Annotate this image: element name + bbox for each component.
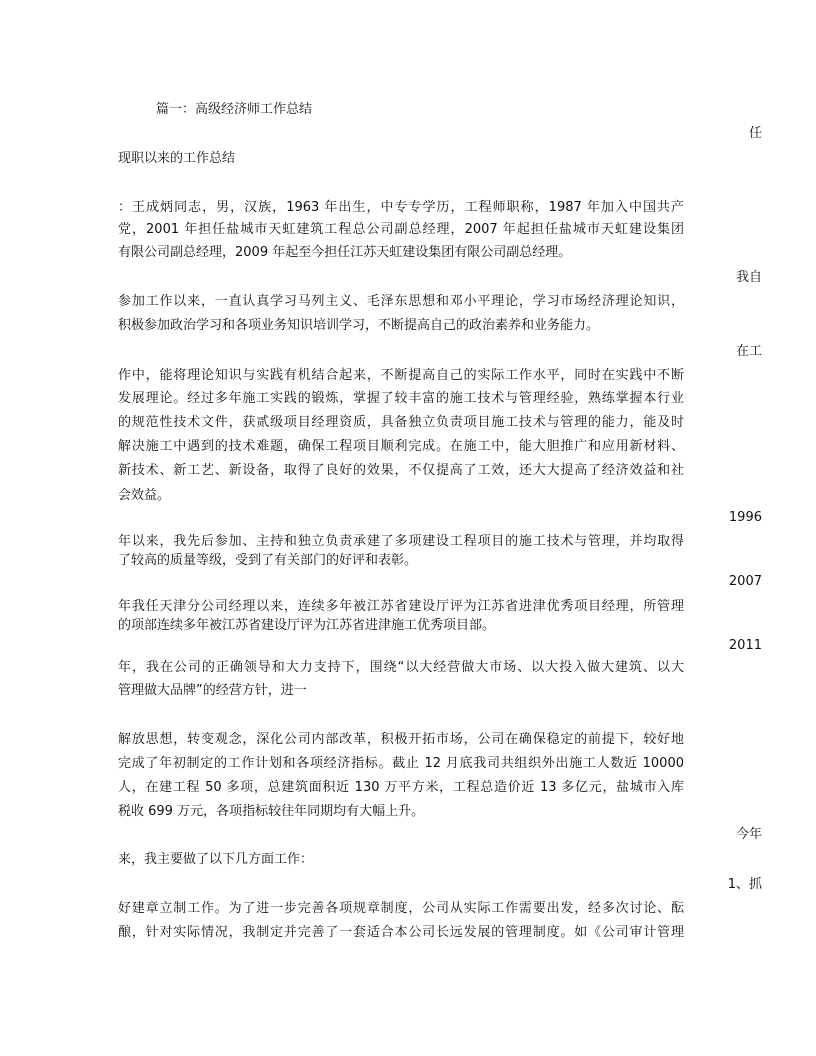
- text-line: 有限公司副总经理，2009 年起至今担任江苏天虹建设集团有限公司副总经理。: [118, 245, 572, 260]
- text-line: 年我任天津分公司经理以来，连续多年被江苏省建设厅评为江苏省进津优秀项目经理，所管理: [118, 599, 684, 614]
- text-line: 1、抓: [727, 877, 762, 892]
- text-line: 党，2001 年担任盐城市天虹建筑工程总公司副总经理，2007 年起担任盐城市天虹建设集团: [118, 222, 684, 237]
- document-title: 篇一：高级经济师工作总结: [156, 102, 313, 117]
- text-line: 年以来，我先后参加、主持和独立负责承建了多项建设工程项目的施工技术与管理，并均取得: [118, 534, 684, 549]
- text-line: 的规范性技术文件，获贰级项目经理资质，具备独立负责项目施工技术与管理的能力，能及时: [118, 415, 684, 430]
- text-line: 在工: [735, 344, 762, 359]
- text-line: 作中，能将理论知识与实践有机结合起来，不断提高自己的实际工作水平，同时在实践中不断: [118, 368, 684, 383]
- text-line: 今年: [735, 827, 762, 842]
- text-line: 发展理论。经过多年施工实践的锻炼，掌握了较丰富的施工技术与管理经验，熟练掌握本行业: [118, 391, 684, 406]
- text-line: 好建章立制工作。为了进一步完善各项规章制度，公司从实际工作需要出发，经多次讨论、酝: [118, 901, 684, 916]
- text-line: 2011: [728, 638, 762, 653]
- text-line: 会效益。: [118, 488, 171, 503]
- text-line: 酿，针对实际情况，我制定并完善了一套适合本公司长远发展的管理制度。如《公司审计管理: [118, 925, 684, 940]
- text-line: 了较高的质量等级，受到了有关部门的好评和表彰。: [118, 553, 418, 568]
- text-line: 参加工作以来，一直认真学习马列主义、毛泽东思想和邓小平理论，学习市场经济理论知识，: [118, 294, 684, 309]
- text-line: ：王成炳同志，男，汉族，1963 年出生，中专专学历，工程师职称，1987 年加入中国共产: [118, 200, 684, 215]
- text-line: 税收 699 万元，各项指标较往年同期均有大幅上升。: [118, 804, 425, 819]
- text-line: 管理做大品牌”的经营方针，进一: [118, 683, 307, 698]
- text-line: 人，在建工程 50 多项，总建筑面积近 130 万平方米，工程总造价近 13 多亿元，盐城市入库: [118, 780, 684, 795]
- section-heading: 现职以来的工作总结: [118, 151, 236, 166]
- text-line: 解放思想，转变观念，深化公司内部改革，积极开拓市场，公司在确保稳定的前提下，较好地: [118, 732, 684, 747]
- text-line: 完成了年初制定的工作计划和各项经济指标。截止 12 月底我司共组织外出施工人数近 10000: [118, 756, 684, 771]
- text-line: 任: [748, 126, 762, 141]
- text-line: 解决施工中遇到的技术难题，确保工程项目顺利完成。在施工中，能大胆推广和应用新材料、: [118, 439, 684, 454]
- text-line: 年，我在公司的正确领导和大力支持下，围绕“以大经营做大市场、以大投入做大建筑、以大: [118, 660, 684, 675]
- text-line: 2007: [728, 574, 762, 589]
- text-line: 1996: [728, 510, 762, 525]
- text-line: 新技术、新工艺、新设备，取得了良好的效果，不仅提高了工效，还大大提高了经济效益和社: [118, 463, 684, 478]
- text-line: 的项部连续多年被江苏省建设厅评为江苏省进津施工优秀项目部。: [118, 618, 496, 633]
- text-line: 我自: [735, 270, 762, 285]
- text-line: 积极参加政治学习和各项业务知识培训学习，不断提高自己的政治素养和业务能力。: [118, 318, 600, 333]
- text-line: 来，我主要做了以下几方面工作：: [118, 852, 314, 867]
